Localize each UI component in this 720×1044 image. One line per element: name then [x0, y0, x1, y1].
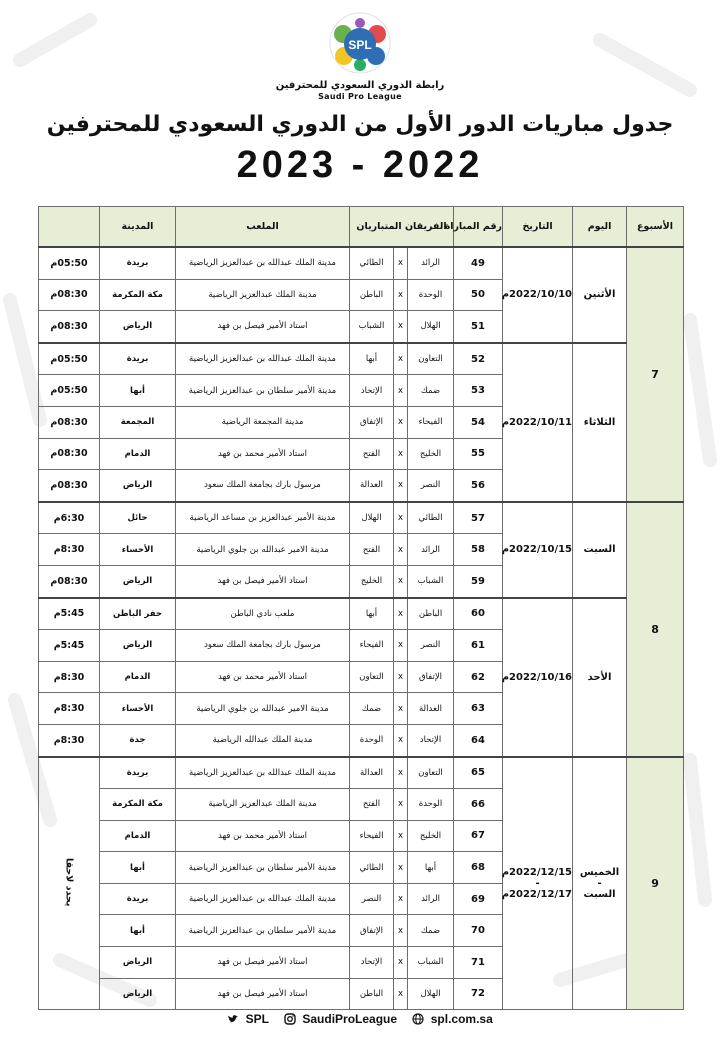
header-match-number: رقم المباراة [454, 207, 503, 248]
season-year: 2023 - 2022 [236, 144, 484, 186]
match-time: 8:30م [39, 661, 100, 693]
stadium-name: مدينة الامير عبدالله بن جلوي الرياضية [176, 693, 350, 725]
stadium-name: مدينة الأمير سلطان بن عبدالعزيز الرياضية [176, 915, 350, 947]
time-tbd-cell [39, 757, 100, 1010]
city-name: المجمعة [100, 406, 176, 438]
away-team: التعاون [350, 661, 394, 693]
header-day: اليوم [573, 207, 627, 248]
versus-mark: x [394, 883, 408, 915]
home-team: العدالة [408, 693, 454, 725]
versus-mark: x [394, 343, 408, 375]
city-name: الرياض [100, 978, 176, 1010]
match-time: 08:30م [39, 470, 100, 502]
match-number: 64 [454, 724, 503, 756]
versus-mark: x [394, 915, 408, 947]
time-tbd-label: يحدد لاحقا [63, 857, 75, 907]
home-team: الرائد [408, 247, 454, 279]
away-team: الباطن [350, 978, 394, 1010]
home-team: الإتحاد [408, 724, 454, 756]
match-time: 5:45م [39, 630, 100, 662]
instagram-handle: SaudiProLeague [302, 1012, 398, 1026]
away-team: أبها [350, 598, 394, 630]
home-team: أبها [408, 852, 454, 884]
away-team: الفتح [350, 534, 394, 566]
city-name: الدمام [100, 438, 176, 470]
stadium-name: مرسول بارك بجامعة الملك سعود [176, 630, 350, 662]
match-time: 08:30م [39, 565, 100, 597]
city-name: الرياض [100, 565, 176, 597]
match-number: 57 [454, 502, 503, 534]
website-url: spl.com.sa [430, 1012, 493, 1026]
home-team: الخليج [408, 438, 454, 470]
stadium-name: مدينة الملك عبدالله بن عبدالعزيز الرياضية [176, 343, 350, 375]
versus-mark: x [394, 406, 408, 438]
footer-website [412, 1012, 492, 1026]
header-teams: الفريقان المتباريان [350, 207, 454, 248]
away-team: النصر [350, 883, 394, 915]
header-stadium: الملعب [176, 207, 350, 248]
match-number: 59 [454, 565, 503, 597]
stadium-name: مدينة الأمير سلطان بن عبدالعزيز الرياضية [176, 852, 350, 884]
stadium-name: مدينة الأمير سلطان بن عبدالعزيز الرياضية [176, 375, 350, 407]
versus-mark: x [394, 470, 408, 502]
stadium-name: استاد الأمير فيصل بن فهد [176, 978, 350, 1010]
city-name: بريدة [100, 343, 176, 375]
stadium-name: استاد الأمير فيصل بن فهد [176, 565, 350, 597]
away-team: الخليج [350, 565, 394, 597]
home-team: النصر [408, 470, 454, 502]
city-name: الدمام [100, 661, 176, 693]
footer [0, 1012, 720, 1026]
home-team: الوحدة [408, 279, 454, 311]
match-number: 67 [454, 820, 503, 852]
away-team: الفيحاء [350, 630, 394, 662]
stadium-name: استاد الأمير محمد بن فهد [176, 820, 350, 852]
date-cell: 2022/10/11م [503, 343, 573, 502]
date-cell: 2022/10/15م [503, 502, 573, 598]
match-number: 60 [454, 598, 503, 630]
stadium-name: مرسول بارك بجامعة الملك سعود [176, 470, 350, 502]
table-header-row [39, 207, 684, 248]
away-team: الإتفاق [350, 915, 394, 947]
match-time: 05:50م [39, 343, 100, 375]
header-time [39, 207, 100, 248]
versus-mark: x [394, 757, 408, 789]
header-week: الأسبوع [627, 207, 684, 248]
league-name-arabic: رابطة الدوري السعودي للمحترفين [275, 80, 445, 91]
match-time: 08:30م [39, 311, 100, 343]
versus-mark: x [394, 693, 408, 725]
city-name: أبها [100, 915, 176, 947]
home-team: الباطن [408, 598, 454, 630]
home-team: الشباب [408, 947, 454, 979]
stadium-name: مدينة الملك عبدالله بن عبدالعزيز الرياضية [176, 757, 350, 789]
away-team: الوحدة [350, 724, 394, 756]
home-team: الرائد [408, 883, 454, 915]
versus-mark: x [394, 534, 408, 566]
match-number: 52 [454, 343, 503, 375]
versus-mark: x [394, 630, 408, 662]
week-cell: 9 [627, 757, 684, 1010]
city-name: الأحساء [100, 693, 176, 725]
day-cell: السبت [573, 502, 627, 598]
home-team: ضمك [408, 915, 454, 947]
stadium-name: مدينة الملك عبدالله بن عبدالعزيز الرياضية [176, 247, 350, 279]
table-row [39, 598, 684, 630]
match-number: 62 [454, 661, 503, 693]
home-team: الهلال [408, 311, 454, 343]
twitter-icon [227, 1013, 239, 1025]
match-number: 63 [454, 693, 503, 725]
versus-mark: x [394, 947, 408, 979]
match-number: 72 [454, 978, 503, 1010]
match-time: 08:30م [39, 279, 100, 311]
match-time: 8:30م [39, 693, 100, 725]
match-number: 50 [454, 279, 503, 311]
away-team: الفتح [350, 438, 394, 470]
date-cell: 2022/10/16م [503, 598, 573, 757]
versus-mark: x [394, 820, 408, 852]
match-time: 05:50م [39, 247, 100, 279]
city-name: بريدة [100, 247, 176, 279]
home-team: الطائي [408, 502, 454, 534]
header-city: المدينة [100, 207, 176, 248]
match-time: 8:30م [39, 724, 100, 756]
page-title: جدول مباريات الدور الأول من الدوري السعودي للمحترفين [46, 112, 674, 137]
week-cell: 8 [627, 502, 684, 757]
match-number: 53 [454, 375, 503, 407]
match-number: 61 [454, 630, 503, 662]
versus-mark: x [394, 565, 408, 597]
match-number: 66 [454, 789, 503, 821]
match-number: 58 [454, 534, 503, 566]
stadium-name: مدينة الملك عبدالعزيز الرياضية [176, 789, 350, 821]
match-number: 54 [454, 406, 503, 438]
home-team: ضمك [408, 375, 454, 407]
match-number: 49 [454, 247, 503, 279]
date-cell: 2022/12/15م - 2022/12/17م [503, 757, 573, 1010]
away-team: الإتحاد [350, 375, 394, 407]
day-cell: الثلاثاء [573, 343, 627, 502]
instagram-icon [284, 1013, 296, 1025]
home-team: التعاون [408, 343, 454, 375]
away-team: الإتفاق [350, 406, 394, 438]
match-number: 56 [454, 470, 503, 502]
day-cell: الأحد [573, 598, 627, 757]
table-row [39, 247, 684, 279]
city-name: مكة المكرمة [100, 279, 176, 311]
city-name: الرياض [100, 470, 176, 502]
match-number: 51 [454, 311, 503, 343]
twitter-handle: SPL [245, 1012, 269, 1026]
match-number: 69 [454, 883, 503, 915]
versus-mark: x [394, 661, 408, 693]
away-team: الطائي [350, 247, 394, 279]
stadium-name: مدينة المجمعة الرياضية [176, 406, 350, 438]
footer-instagram [284, 1012, 400, 1026]
stadium-name: استاد الأمير فيصل بن فهد [176, 947, 350, 979]
home-team: الإتفاق [408, 661, 454, 693]
stadium-name: مدينة الملك عبدالله الرياضية [176, 724, 350, 756]
versus-mark: x [394, 598, 408, 630]
home-team: التعاون [408, 757, 454, 789]
globe-icon [412, 1013, 424, 1025]
away-team: الإتحاد [350, 947, 394, 979]
home-team: الفيحاء [408, 406, 454, 438]
stadium-name: مدينة الأمير عبدالعزيز بن مساعد الرياضية [176, 502, 350, 534]
match-time: 08:30م [39, 406, 100, 438]
versus-mark: x [394, 247, 408, 279]
stadium-name: ملعب نادي الباطن [176, 598, 350, 630]
city-name: الرياض [100, 630, 176, 662]
match-time: 05:50م [39, 375, 100, 407]
versus-mark: x [394, 438, 408, 470]
schedule-body [39, 247, 684, 1010]
table-row [39, 343, 684, 375]
stadium-name: مدينة الامير عبدالله بن جلوي الرياضية [176, 534, 350, 566]
match-time: 6:30م [39, 502, 100, 534]
document-header [0, 0, 720, 200]
home-team: الهلال [408, 978, 454, 1010]
away-team: الشباب [350, 311, 394, 343]
away-team: الفتح [350, 789, 394, 821]
home-team: النصر [408, 630, 454, 662]
home-team: الرائد [408, 534, 454, 566]
match-number: 55 [454, 438, 503, 470]
city-name: بريدة [100, 883, 176, 915]
city-name: بريدة [100, 757, 176, 789]
versus-mark: x [394, 311, 408, 343]
city-name: مكة المكرمة [100, 789, 176, 821]
week-cell: 7 [627, 247, 684, 502]
city-name: حفر الباطن [100, 598, 176, 630]
stadium-name: مدينة الملك عبدالعزيز الرياضية [176, 279, 350, 311]
away-team: الهلال [350, 502, 394, 534]
match-number: 71 [454, 947, 503, 979]
away-team: العدالة [350, 757, 394, 789]
schedule-table [38, 206, 684, 1010]
match-time: 08:30م [39, 438, 100, 470]
stadium-name: استاد الأمير فيصل بن فهد [176, 311, 350, 343]
versus-mark: x [394, 279, 408, 311]
day-cell: الأثنين [573, 247, 627, 343]
spl-logo-icon [322, 10, 398, 80]
home-team: الوحدة [408, 789, 454, 821]
versus-mark: x [394, 724, 408, 756]
city-name: جدة [100, 724, 176, 756]
versus-mark: x [394, 978, 408, 1010]
footer-twitter [227, 1012, 272, 1026]
match-number: 70 [454, 915, 503, 947]
day-cell: الخميس - السبت [573, 757, 627, 1010]
stadium-name: استاد الأمير محمد بن فهد [176, 438, 350, 470]
away-team: أبها [350, 343, 394, 375]
versus-mark: x [394, 502, 408, 534]
city-name: الرياض [100, 947, 176, 979]
svg-text:SPL: SPL [348, 38, 372, 52]
away-team: ضمك [350, 693, 394, 725]
home-team: الخليج [408, 820, 454, 852]
home-team: الشباب [408, 565, 454, 597]
date-cell: 2022/10/10م [503, 247, 573, 343]
stadium-name: استاد الأمير محمد بن فهد [176, 661, 350, 693]
stadium-name: مدينة الملك عبدالله بن عبدالعزيز الرياضية [176, 883, 350, 915]
away-team: الفيحاء [350, 820, 394, 852]
versus-mark: x [394, 375, 408, 407]
header-date: التاريخ [503, 207, 573, 248]
table-row [39, 757, 684, 789]
match-time: 5:45م [39, 598, 100, 630]
city-name: الرياض [100, 311, 176, 343]
versus-mark: x [394, 852, 408, 884]
away-team: الطائي [350, 852, 394, 884]
city-name: أبها [100, 375, 176, 407]
away-team: الباطن [350, 279, 394, 311]
versus-mark: x [394, 789, 408, 821]
match-time: 8:30م [39, 534, 100, 566]
city-name: الأحساء [100, 534, 176, 566]
match-number: 65 [454, 757, 503, 789]
city-name: حائل [100, 502, 176, 534]
city-name: الدمام [100, 820, 176, 852]
city-name: أبها [100, 852, 176, 884]
table-row [39, 502, 684, 534]
away-team: العدالة [350, 470, 394, 502]
match-number: 68 [454, 852, 503, 884]
league-name-english: Saudi Pro League [318, 92, 402, 101]
